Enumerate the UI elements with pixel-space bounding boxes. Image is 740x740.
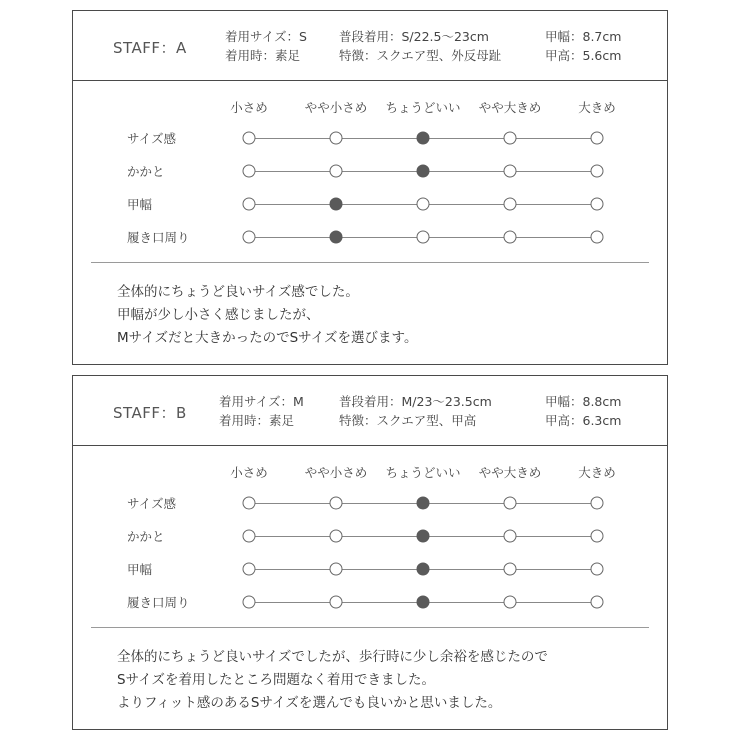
staff-a-row-1-option-2 <box>330 132 343 145</box>
staff-a-row-3-option-1 <box>243 198 256 211</box>
staff-a-comment <box>117 281 417 350</box>
staff-b-size-worn: 着用サイズ：M <box>219 394 304 409</box>
staff-a-row-1-option-3-selected <box>417 132 430 145</box>
staff-b-row-1-option-3-selected <box>417 497 430 510</box>
staff-a-size-worn: 着用サイズ：S <box>225 29 307 44</box>
staff-b-worn-with: 着用時：素足 <box>219 413 295 428</box>
staff-b-row-1-option-1 <box>243 497 256 510</box>
staff-b-column-header-5: 大きめ <box>578 465 616 480</box>
staff-a-row-4-option-3 <box>417 231 430 244</box>
staff-b-row-4-option-2 <box>330 596 343 609</box>
staff-a-row-4-option-4 <box>504 231 517 244</box>
staff-a-divider <box>91 262 649 263</box>
staff-b-row-3-option-1 <box>243 563 256 576</box>
staff-b-row-3-option-3-selected <box>417 563 430 576</box>
staff-b-row-label-3: 甲幅 <box>127 562 153 577</box>
staff-b-row-2-option-1 <box>243 530 256 543</box>
staff-a-foot-width: 甲幅：8.7cm <box>545 29 622 44</box>
staff-a-row-label-3: 甲幅 <box>127 197 153 212</box>
staff-b-row-label-2: かかと <box>127 529 165 544</box>
staff-b-foot-width: 甲幅：8.8cm <box>545 394 622 409</box>
staff-b-header <box>73 376 667 446</box>
staff-b-column-header-2: やや小さめ <box>304 465 368 480</box>
staff-a-row-3-option-2-selected <box>330 198 343 211</box>
staff-a-column-header-4: やや大きめ <box>478 100 542 115</box>
staff-a-comment-line-2: 甲幅が少し小さく感じましたが、 <box>117 307 320 323</box>
staff-a-row-label-4: 履き口周り <box>127 230 190 245</box>
staff-a-row-1-option-5 <box>591 132 604 145</box>
staff-b-row-3-option-4 <box>504 563 517 576</box>
staff-a-comment-line-1: 全体的にちょうど良いサイズ感でした。 <box>117 284 359 300</box>
staff-a-column-header-3: ちょうどいい <box>385 100 461 115</box>
staff-b-divider <box>91 627 649 628</box>
staff-a-instep-height: 甲高：5.6cm <box>545 48 622 63</box>
staff-a-usual-size: 普段着用：S/22.5〜23cm <box>339 29 489 44</box>
staff-a-comment-line-3: Mサイズだと大きかったのでSサイズを選びます。 <box>117 330 418 346</box>
staff-b-features: 特徴：スクエア型、甲高 <box>339 413 477 428</box>
staff-b-row-1-option-2 <box>330 497 343 510</box>
staff-a-header <box>73 11 667 81</box>
staff-a-features: 特徴：スクエア型、外反母趾 <box>339 48 502 63</box>
staff-a-column-header-2: やや小さめ <box>304 100 368 115</box>
staff-a-row-4-option-2-selected <box>330 231 343 244</box>
staff-b-row-4-option-3-selected <box>417 596 430 609</box>
staff-b-row-4-option-1 <box>243 596 256 609</box>
staff-b-row-3-option-2 <box>330 563 343 576</box>
staff-b-row-2-option-3-selected <box>417 530 430 543</box>
staff-b-card <box>72 375 668 730</box>
staff-a-row-label-1: サイズ感 <box>127 131 177 146</box>
staff-b-column-header-3: ちょうどいい <box>385 465 461 480</box>
staff-a-row-3-option-4 <box>504 198 517 211</box>
staff-b-comment-line-2: Sサイズを着用したところ問題なく着用できました。 <box>117 672 435 688</box>
staff-b-row-2-option-5 <box>591 530 604 543</box>
staff-a-row-3-option-3 <box>417 198 430 211</box>
staff-b-row-1-option-4 <box>504 497 517 510</box>
staff-b-fit-grid <box>73 446 667 626</box>
staff-b-comment-line-3: よりフィット感のあるSサイズを選んでも良いかと思いました。 <box>117 695 502 711</box>
staff-a-row-4-option-5 <box>591 231 604 244</box>
staff-a-fit-grid <box>73 81 667 261</box>
staff-a-row-2-option-3-selected <box>417 165 430 178</box>
staff-a-row-4-option-1 <box>243 231 256 244</box>
staff-a-name: STAFF：A <box>113 39 187 57</box>
staff-a-row-2-option-1 <box>243 165 256 178</box>
staff-b-name: STAFF：B <box>113 404 187 422</box>
staff-b-column-header-4: やや大きめ <box>478 465 542 480</box>
staff-b-row-3-option-5 <box>591 563 604 576</box>
staff-a-row-3-option-5 <box>591 198 604 211</box>
staff-b-comment <box>117 646 548 715</box>
staff-b-row-label-1: サイズ感 <box>127 496 177 511</box>
staff-a-row-2-option-4 <box>504 165 517 178</box>
staff-b-instep-height: 甲高：6.3cm <box>545 413 622 428</box>
staff-b-row-1-option-5 <box>591 497 604 510</box>
staff-a-row-1-option-1 <box>243 132 256 145</box>
staff-a-column-header-5: 大きめ <box>578 100 616 115</box>
staff-a-worn-with: 着用時：素足 <box>225 48 301 63</box>
staff-a-card <box>72 10 668 365</box>
staff-b-row-4-option-4 <box>504 596 517 609</box>
staff-b-row-4-option-5 <box>591 596 604 609</box>
staff-b-column-header-1: 小さめ <box>230 465 268 480</box>
staff-a-column-header-1: 小さめ <box>230 100 268 115</box>
staff-a-row-2-option-2 <box>330 165 343 178</box>
staff-b-usual-size: 普段着用：M/23〜23.5cm <box>339 394 492 409</box>
staff-b-row-2-option-4 <box>504 530 517 543</box>
staff-b-row-label-4: 履き口周り <box>127 595 190 610</box>
staff-a-row-label-2: かかと <box>127 164 165 179</box>
staff-b-row-2-option-2 <box>330 530 343 543</box>
staff-b-comment-line-1: 全体的にちょうど良いサイズでしたが、歩行時に少し余裕を感じたので <box>117 649 548 665</box>
staff-a-row-1-option-4 <box>504 132 517 145</box>
staff-a-row-2-option-5 <box>591 165 604 178</box>
